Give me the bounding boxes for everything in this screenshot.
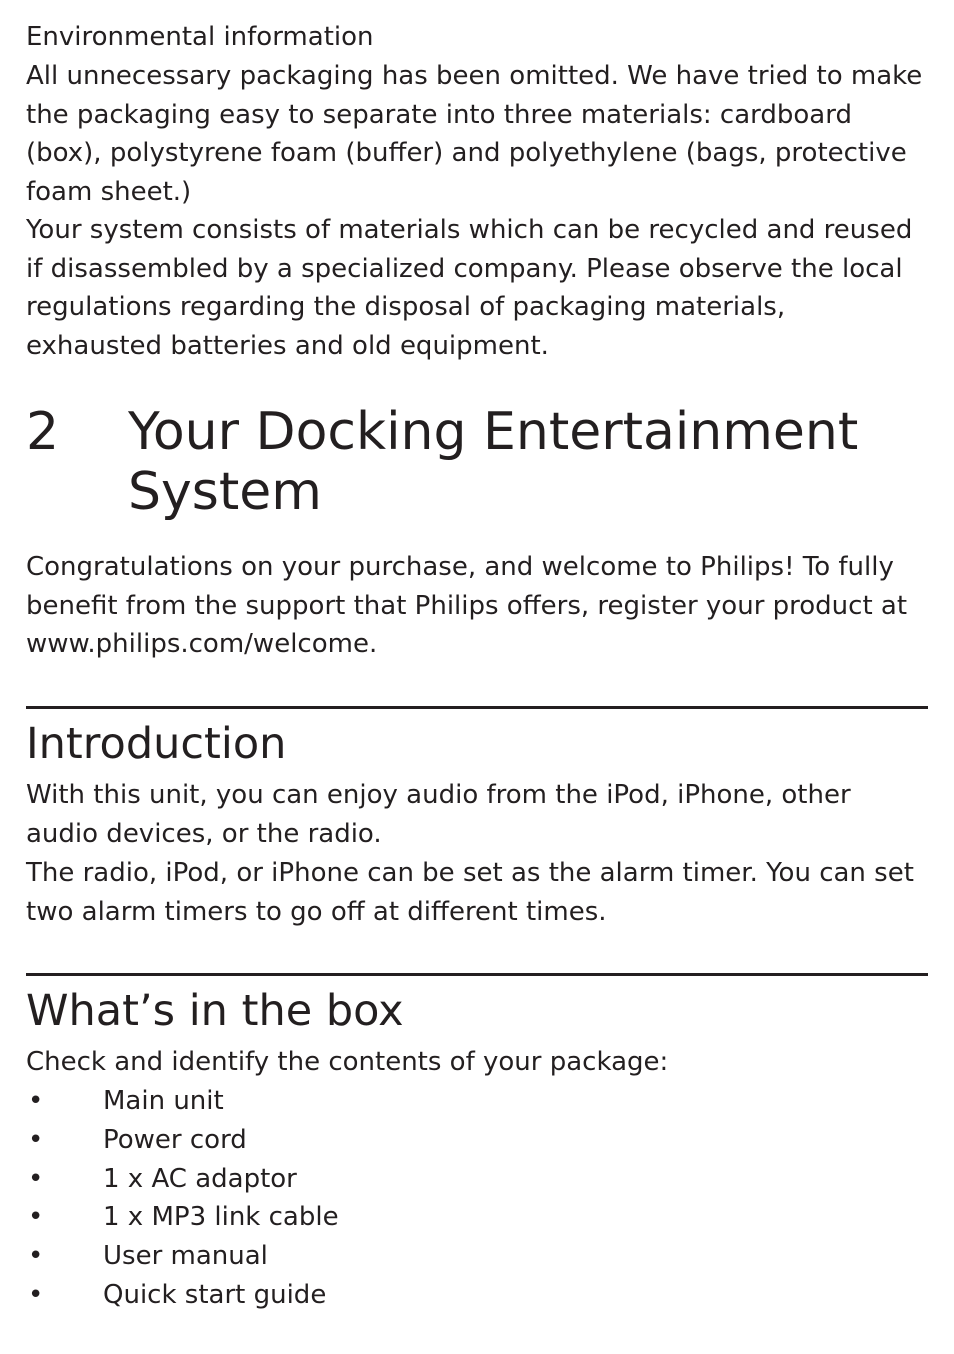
section-divider-introduction [26,706,928,709]
package-contents-list [26,1082,928,1315]
list-item-text: Quick start guide [103,1279,327,1310]
list-item [26,1276,928,1315]
list-item-text: 1 x MP3 link cable [103,1202,339,1233]
bullet-icon: • [28,1124,44,1155]
bullet-icon: • [28,1163,44,1194]
environmental-info-heading: Environmental information [26,22,374,52]
whats-in-box-heading: What’s in the box [26,986,404,1036]
environmental-paragraph-packaging: All unnecessary packaging has been omitted. We have tried to make the packaging easy to separate into three materials: cardboard (box), polystyrene foam (buffer) and polyethylene (bags, protective foam sheet.) [26,61,923,207]
chapter-title: Your Docking Entertainment System [128,402,859,522]
introduction-paragraph-audio: With this unit, you can enjoy audio from the iPod, iPhone, other audio devices, or the radio. [26,780,851,849]
bullet-icon: • [28,1086,44,1116]
list-item [26,1198,928,1237]
chapter-number: 2 [26,402,60,462]
bullet-icon: • [28,1241,44,1272]
section-divider-whats-in-box [26,973,928,976]
environmental-paragraph-recycling: Your system consists of materials which can be recycled and reused if disassembled by a specialized company. Please observe the local regulations regarding the disposal of packaging materials, exhausted batteries and old equipment. [26,215,913,361]
list-item-text: 1 x AC adaptor [103,1163,297,1194]
list-item [26,1121,928,1160]
list-item-text: User manual [103,1241,268,1272]
bullet-icon: • [28,1202,44,1233]
list-item [26,1082,928,1121]
list-item [26,1237,928,1276]
bullet-icon: • [28,1279,44,1310]
introduction-heading: Introduction [26,719,287,769]
whats-in-box-paragraph: Check and identify the contents of your package: [26,1047,669,1077]
list-item-text: Main unit [103,1086,224,1116]
introduction-paragraph-alarm: The radio, iPod, or iPhone can be set as the alarm timer. You can set two alarm timers to go off at different times. [26,858,914,927]
list-item-text: Power cord [103,1124,247,1155]
list-item [26,1160,928,1199]
congratulations-paragraph: Congratulations on your purchase, and welcome to Philips! To fully benefit from the support that Philips offers, register your product at www.philips.com/welcome. [26,552,908,659]
